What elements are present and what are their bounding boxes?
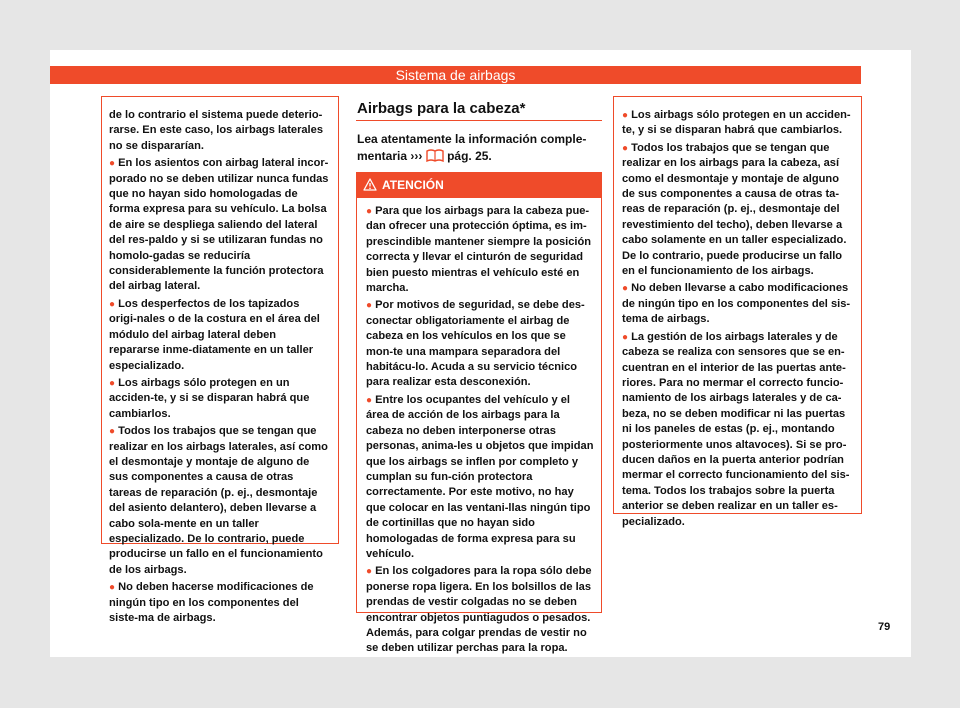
list-item-text: En los colgadores para la ropa sólo debe ponerse ropa ligera. En los bolsillos de las prendas de vestir colgadas no se deben encontrar objetos puntiagudos o pesados. Además, para colgar prendas de vestir no se deben utilizar perchas para la ropa. (366, 565, 592, 655)
bullet-icon: ● (109, 298, 116, 310)
list-item (366, 204, 594, 296)
bullet-icon: ● (366, 206, 373, 217)
bullet-icon: ● (109, 426, 116, 438)
list-item-text: En los asientos con airbag lateral incor-porado no se deben utilizar nunca fundas que no hayan sido homologadas de forma expresa para su vehículo. La bolsa de aire se despliega saliendo del lateral del res-paldo y si se utilizaran fundas no homolo-gadas se reduciría considerablemente la función protectora del airbag lateral. (109, 157, 329, 293)
bullet-icon: ● (622, 110, 629, 121)
bullet-icon: ● (622, 142, 629, 154)
list-item-text: Los airbags sólo protegen en un acciden-te, y si se disparan habrá que cambiarlos. (622, 109, 851, 137)
bullet-icon: ● (109, 582, 116, 594)
warning-body (357, 198, 601, 657)
list-item (622, 108, 852, 139)
list-item-text: No deben llevarse a cabo modificaciones de ningún tipo en los componentes del sis-tema de airbags. (622, 282, 851, 326)
list-item-text: No deben hacerse modificaciones de ningún tipo en los componentes del siste-ma de airbags. (109, 581, 314, 624)
list-item-text: Entre los ocupantes del vehículo y el área de acción de los airbags para la cabeza no deben interponerse otras personas, anima-les u objetos que impidan que los airbags se inflen por completo y cumplan su fun-ción protectora correctamente. Por este motivo, no hay que colocar en las ventani-llas ningún tipo de cortinillas que no hayan sido homologadas de forma expresa para su vehículo. (366, 393, 594, 560)
list-item (109, 156, 329, 295)
list-item (622, 281, 852, 327)
bullet-icon: ● (109, 158, 116, 170)
warning-title: ATENCIÓN (382, 178, 444, 192)
list-item (366, 298, 594, 390)
list-item-text: Los desperfectos de los tapizados origi-nales o de la costura en el área del módulo del airbag lateral deben repararse inme-diatamente en un taller especializado. (109, 297, 320, 372)
list-item-text: La gestión de los airbags laterales y de cabeza se realiza con sensores que se en-cuentran en el interior de las puertas ante-riores. Para no mermar el correcto funcio-namiento de los airbags laterales y de ca-beza, no se deben modificar ni las puertas ni los paneles de estas (p. ej., montando posteriormente unos altavoces). Si se pro-ducen daños en la puerta anterior podrían mermar el correcto funcionamiento del sis-tema. Todos los trabajos sobre la puerta anterior se deben realizar en un taller es-pecializado. (622, 330, 850, 528)
list-item (366, 564, 594, 656)
heading-divider (356, 120, 602, 121)
section-heading: Airbags para la cabeza* (357, 100, 526, 117)
bullet-icon: ● (622, 283, 629, 295)
bullet-icon: ● (109, 377, 116, 389)
list-item (366, 393, 594, 562)
list-item-text: Los airbags sólo protegen en un acciden-te, y si se disparan habrá que cambiarlos. (109, 376, 310, 420)
page-number: 79 (878, 621, 891, 633)
right-column-box (613, 96, 862, 528)
page-reference-link[interactable]: pág. 25. (447, 149, 492, 163)
list-item (109, 580, 329, 626)
list-item (109, 297, 329, 374)
section-header: Sistema de airbags (50, 66, 861, 84)
bullet-icon: ● (366, 394, 373, 406)
intro-paragraph (357, 131, 601, 165)
left-column-box (101, 96, 339, 624)
list-item-text: Todos los trabajos que se tengan que realizar en los airbags laterales, así como el desmontaje y montaje de alguno de sus componentes a causa de otras tareas de reparación (p. ej., desmontaje del asiento delantero), deben llevarse a cabo sola-mente en un taller especializado. De lo contrario, puede producirse un fallo en el funcionamiento de los airbags. (109, 425, 328, 576)
list-item-text: Para que los airbags para la cabeza pue-dan ofrecer una protección óptima, es im-prescindible mantener siempre la posición correcta y llevar el cinturón de seguridad bien puesto mientras el vehículo esté en marcha. (366, 205, 592, 295)
list-item-text: Por motivos de seguridad, se debe des-conectar obligatoriamente el airbag de cabeza en los vehículos en los que se mon-te una mampara separadora del habitácu-lo. Acuda a su servicio técnico para realizar esta desconexión. (366, 299, 585, 389)
list-item (622, 330, 852, 530)
bullet-icon: ● (366, 566, 373, 578)
list-item (622, 141, 852, 280)
bullet-icon: ● (622, 331, 629, 343)
book-reference-icon[interactable] (426, 149, 444, 162)
warning-header (357, 173, 601, 198)
intro-arrows: ››› (410, 149, 423, 163)
warning-box (356, 172, 602, 655)
paragraph: de lo contrario el sistema puede deterio-rarse. En este caso, los airbags laterales no se dispararían. (109, 109, 323, 152)
warning-triangle-icon (363, 178, 377, 191)
list-item (109, 424, 329, 578)
list-item-text: Todos los trabajos que se tengan que realizar en los airbags para la cabeza, así como el desmontaje y montaje de alguno de sus componentes a causa de otras ta-reas de reparación (p. ej., desmontaje del revestimiento del techo), deben llevarse a cabo solamente en un taller especializado. De lo contrario, puede producirse un fallo en el funcionamiento de los airbags. (622, 141, 847, 278)
list-item (109, 376, 329, 422)
intro-text: Lea atentamente la información comple-mentaria (357, 132, 587, 163)
bullet-icon: ● (366, 300, 373, 312)
